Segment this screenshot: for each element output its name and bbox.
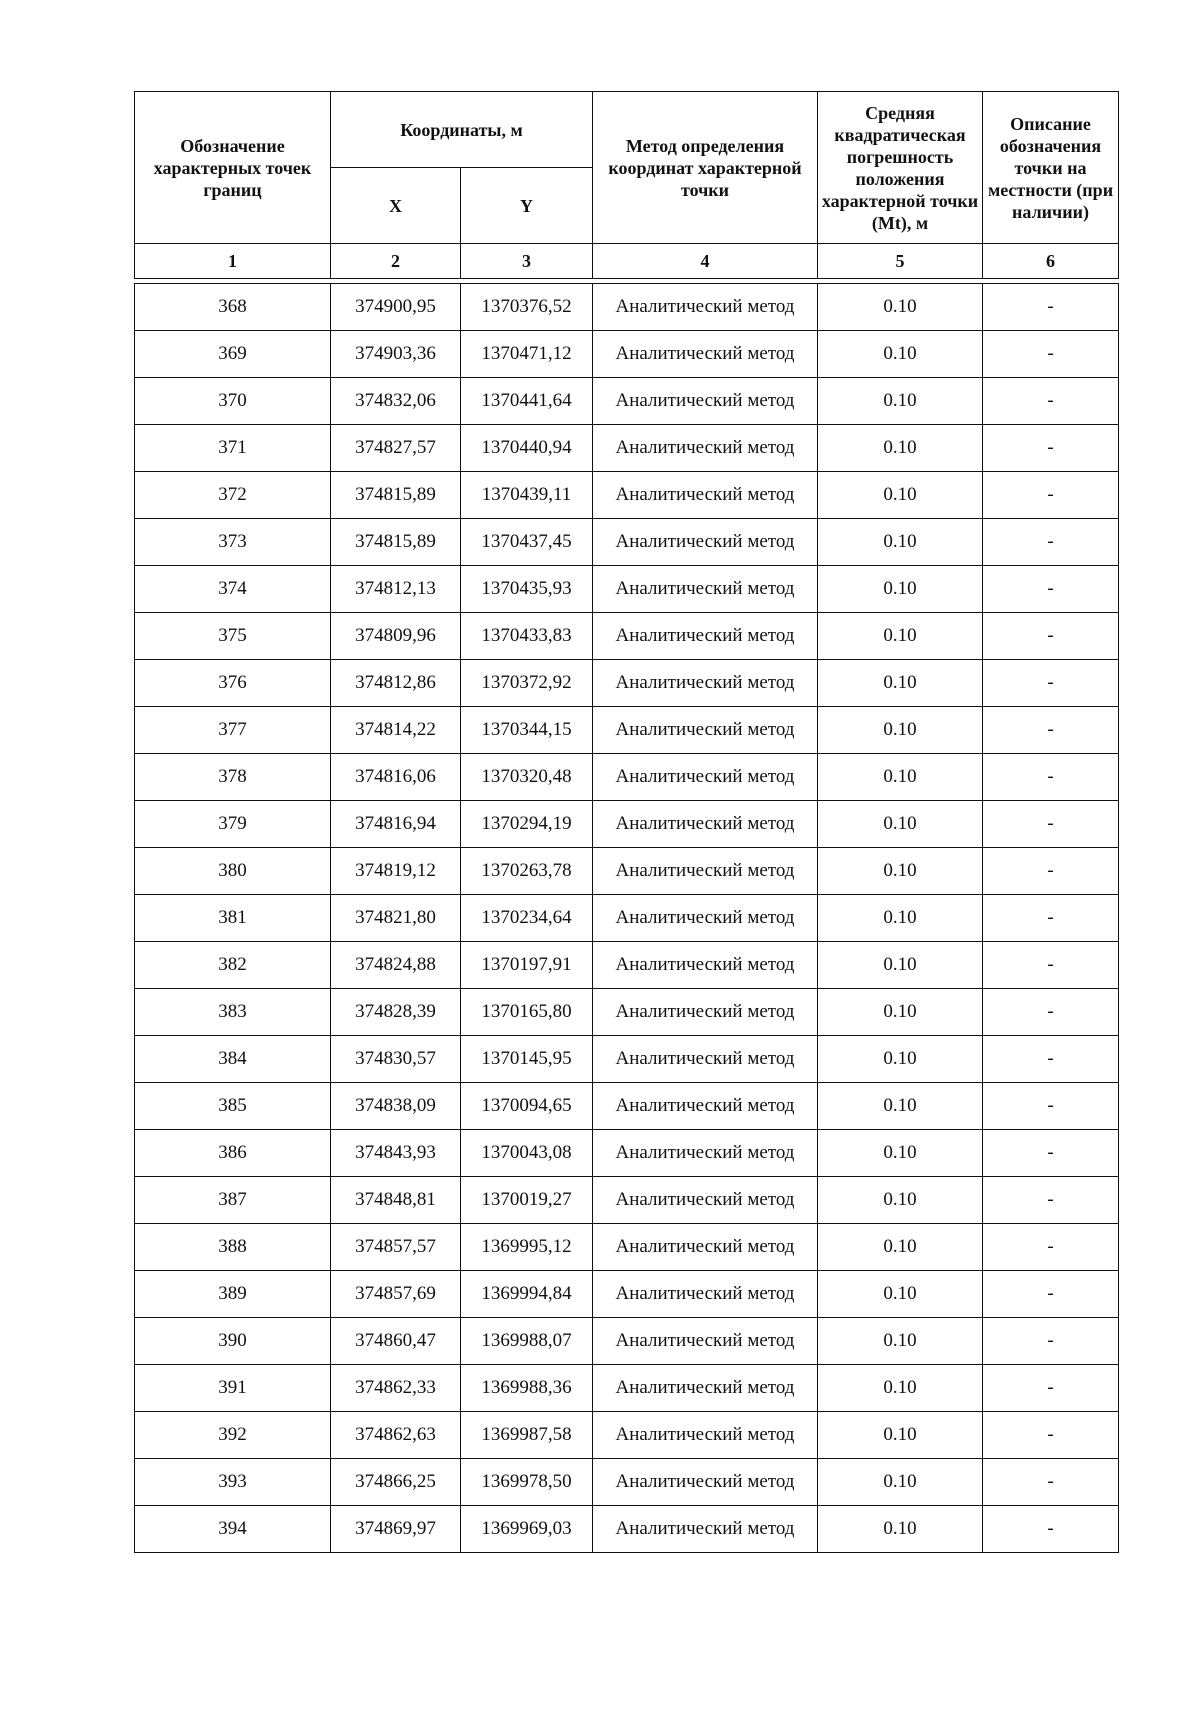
point-designation-cell: 376: [135, 660, 331, 707]
method-cell: Аналитический метод: [593, 754, 818, 801]
description-cell: -: [983, 801, 1119, 848]
error-cell: 0.10: [818, 942, 983, 989]
y-coordinate-cell: 1370435,93: [461, 566, 593, 613]
error-cell: 0.10: [818, 801, 983, 848]
description-cell: -: [983, 1224, 1119, 1271]
table-row: [135, 613, 1119, 660]
column-number: 6: [983, 244, 1119, 279]
method-cell: Аналитический метод: [593, 566, 818, 613]
y-coordinate-cell: 1369988,07: [461, 1318, 593, 1365]
method-cell: Аналитический метод: [593, 1036, 818, 1083]
x-coordinate-cell: 374812,86: [331, 660, 461, 707]
error-cell: 0.10: [818, 1083, 983, 1130]
table-row: [135, 1365, 1119, 1412]
header-method: Метод определения координат характерной точки: [593, 92, 818, 244]
y-coordinate-cell: 1370234,64: [461, 895, 593, 942]
point-designation-cell: 389: [135, 1271, 331, 1318]
table-row: [135, 1224, 1119, 1271]
table-row: [135, 284, 1119, 331]
description-cell: -: [983, 1036, 1119, 1083]
method-cell: Аналитический метод: [593, 378, 818, 425]
error-cell: 0.10: [818, 1318, 983, 1365]
error-cell: 0.10: [818, 895, 983, 942]
coordinates-document: [134, 91, 1118, 1553]
method-cell: Аналитический метод: [593, 1506, 818, 1553]
y-coordinate-cell: 1369987,58: [461, 1412, 593, 1459]
x-coordinate-cell: 374814,22: [331, 707, 461, 754]
y-coordinate-cell: 1370441,64: [461, 378, 593, 425]
method-cell: Аналитический метод: [593, 660, 818, 707]
description-cell: -: [983, 1365, 1119, 1412]
table-row: [135, 989, 1119, 1036]
x-coordinate-cell: 374857,69: [331, 1271, 461, 1318]
description-cell: -: [983, 613, 1119, 660]
point-designation-cell: 375: [135, 613, 331, 660]
description-cell: -: [983, 895, 1119, 942]
column-number: 1: [135, 244, 331, 279]
table-header: [135, 92, 1119, 284]
point-designation-cell: 388: [135, 1224, 331, 1271]
method-cell: Аналитический метод: [593, 1365, 818, 1412]
header-y: Y: [461, 168, 593, 244]
header-description: Описание обозначения точки на местности (при наличии): [983, 92, 1119, 244]
error-cell: 0.10: [818, 707, 983, 754]
point-designation-cell: 382: [135, 942, 331, 989]
y-coordinate-cell: 1370263,78: [461, 848, 593, 895]
error-cell: 0.10: [818, 989, 983, 1036]
column-number-row: [135, 244, 1119, 279]
table-row: [135, 707, 1119, 754]
point-designation-cell: 378: [135, 754, 331, 801]
x-coordinate-cell: 374838,09: [331, 1083, 461, 1130]
y-coordinate-cell: 1369978,50: [461, 1459, 593, 1506]
description-cell: -: [983, 1130, 1119, 1177]
x-coordinate-cell: 374903,36: [331, 331, 461, 378]
error-cell: 0.10: [818, 1130, 983, 1177]
description-cell: -: [983, 1318, 1119, 1365]
error-cell: 0.10: [818, 472, 983, 519]
point-designation-cell: 381: [135, 895, 331, 942]
error-cell: 0.10: [818, 425, 983, 472]
y-coordinate-cell: 1370145,95: [461, 1036, 593, 1083]
method-cell: Аналитический метод: [593, 1318, 818, 1365]
header-coordinates: Координаты, м: [331, 92, 593, 168]
y-coordinate-cell: 1370165,80: [461, 989, 593, 1036]
y-coordinate-cell: 1370320,48: [461, 754, 593, 801]
table-row: [135, 1130, 1119, 1177]
y-coordinate-cell: 1370197,91: [461, 942, 593, 989]
method-cell: Аналитический метод: [593, 284, 818, 331]
table-row: [135, 660, 1119, 707]
method-cell: Аналитический метод: [593, 1224, 818, 1271]
description-cell: -: [983, 1177, 1119, 1224]
description-cell: -: [983, 566, 1119, 613]
point-designation-cell: 373: [135, 519, 331, 566]
description-cell: -: [983, 331, 1119, 378]
x-coordinate-cell: 374816,06: [331, 754, 461, 801]
x-coordinate-cell: 374862,33: [331, 1365, 461, 1412]
method-cell: Аналитический метод: [593, 472, 818, 519]
table-row: [135, 942, 1119, 989]
table-row: [135, 1318, 1119, 1365]
method-cell: Аналитический метод: [593, 707, 818, 754]
table-row: [135, 1412, 1119, 1459]
method-cell: Аналитический метод: [593, 989, 818, 1036]
table-row: [135, 1083, 1119, 1130]
method-cell: Аналитический метод: [593, 1412, 818, 1459]
table-row: [135, 566, 1119, 613]
table-row: [135, 472, 1119, 519]
method-cell: Аналитический метод: [593, 1177, 818, 1224]
table-body: [135, 284, 1119, 1553]
method-cell: Аналитический метод: [593, 1271, 818, 1318]
description-cell: -: [983, 284, 1119, 331]
description-cell: -: [983, 942, 1119, 989]
table-row: [135, 1177, 1119, 1224]
point-designation-cell: 379: [135, 801, 331, 848]
y-coordinate-cell: 1370372,92: [461, 660, 593, 707]
y-coordinate-cell: 1369995,12: [461, 1224, 593, 1271]
point-designation-cell: 380: [135, 848, 331, 895]
description-cell: -: [983, 378, 1119, 425]
description-cell: -: [983, 989, 1119, 1036]
point-designation-cell: 369: [135, 331, 331, 378]
y-coordinate-cell: 1370019,27: [461, 1177, 593, 1224]
method-cell: Аналитический метод: [593, 1083, 818, 1130]
x-coordinate-cell: 374815,89: [331, 519, 461, 566]
point-designation-cell: 385: [135, 1083, 331, 1130]
error-cell: 0.10: [818, 1506, 983, 1553]
method-cell: Аналитический метод: [593, 1130, 818, 1177]
point-designation-cell: 390: [135, 1318, 331, 1365]
table-row: [135, 1459, 1119, 1506]
error-cell: 0.10: [818, 754, 983, 801]
column-number: 4: [593, 244, 818, 279]
y-coordinate-cell: 1370344,15: [461, 707, 593, 754]
y-coordinate-cell: 1369994,84: [461, 1271, 593, 1318]
description-cell: -: [983, 1506, 1119, 1553]
y-coordinate-cell: 1370439,11: [461, 472, 593, 519]
method-cell: Аналитический метод: [593, 895, 818, 942]
error-cell: 0.10: [818, 1412, 983, 1459]
table-row: [135, 754, 1119, 801]
y-coordinate-cell: 1370043,08: [461, 1130, 593, 1177]
method-cell: Аналитический метод: [593, 942, 818, 989]
table-row: [135, 331, 1119, 378]
point-designation-cell: 368: [135, 284, 331, 331]
y-coordinate-cell: 1370471,12: [461, 331, 593, 378]
x-coordinate-cell: 374860,47: [331, 1318, 461, 1365]
point-designation-cell: 392: [135, 1412, 331, 1459]
error-cell: 0.10: [818, 1036, 983, 1083]
description-cell: -: [983, 707, 1119, 754]
description-cell: -: [983, 1271, 1119, 1318]
description-cell: -: [983, 519, 1119, 566]
x-coordinate-cell: 374819,12: [331, 848, 461, 895]
y-coordinate-cell: 1370433,83: [461, 613, 593, 660]
point-designation-cell: 377: [135, 707, 331, 754]
point-designation-cell: 371: [135, 425, 331, 472]
description-cell: -: [983, 425, 1119, 472]
y-coordinate-cell: 1370376,52: [461, 284, 593, 331]
error-cell: 0.10: [818, 1459, 983, 1506]
header-x: X: [331, 168, 461, 244]
coordinates-table: [134, 91, 1119, 1553]
x-coordinate-cell: 374812,13: [331, 566, 461, 613]
x-coordinate-cell: 374827,57: [331, 425, 461, 472]
header-point-designation: Обозначение характерных точек границ: [135, 92, 331, 244]
x-coordinate-cell: 374809,96: [331, 613, 461, 660]
header-error: Средняя квадратическая погрешность положения характерной точки (Mt), м: [818, 92, 983, 244]
x-coordinate-cell: 374832,06: [331, 378, 461, 425]
x-coordinate-cell: 374815,89: [331, 472, 461, 519]
point-designation-cell: 387: [135, 1177, 331, 1224]
method-cell: Аналитический метод: [593, 801, 818, 848]
x-coordinate-cell: 374821,80: [331, 895, 461, 942]
x-coordinate-cell: 374828,39: [331, 989, 461, 1036]
error-cell: 0.10: [818, 660, 983, 707]
table-row: [135, 1506, 1119, 1553]
table-row: [135, 1036, 1119, 1083]
table-row: [135, 425, 1119, 472]
x-coordinate-cell: 374830,57: [331, 1036, 461, 1083]
error-cell: 0.10: [818, 519, 983, 566]
table-row: [135, 519, 1119, 566]
method-cell: Аналитический метод: [593, 848, 818, 895]
x-coordinate-cell: 374869,97: [331, 1506, 461, 1553]
error-cell: 0.10: [818, 613, 983, 660]
point-designation-cell: 370: [135, 378, 331, 425]
error-cell: 0.10: [818, 1177, 983, 1224]
point-designation-cell: 386: [135, 1130, 331, 1177]
error-cell: 0.10: [818, 331, 983, 378]
error-cell: 0.10: [818, 378, 983, 425]
y-coordinate-cell: 1370294,19: [461, 801, 593, 848]
x-coordinate-cell: 374900,95: [331, 284, 461, 331]
x-coordinate-cell: 374824,88: [331, 942, 461, 989]
error-cell: 0.10: [818, 848, 983, 895]
x-coordinate-cell: 374848,81: [331, 1177, 461, 1224]
description-cell: -: [983, 1412, 1119, 1459]
table-row: [135, 895, 1119, 942]
x-coordinate-cell: 374843,93: [331, 1130, 461, 1177]
point-designation-cell: 391: [135, 1365, 331, 1412]
point-designation-cell: 374: [135, 566, 331, 613]
description-cell: -: [983, 754, 1119, 801]
y-coordinate-cell: 1369988,36: [461, 1365, 593, 1412]
error-cell: 0.10: [818, 566, 983, 613]
table-row: [135, 1271, 1119, 1318]
description-cell: -: [983, 1459, 1119, 1506]
method-cell: Аналитический метод: [593, 425, 818, 472]
error-cell: 0.10: [818, 284, 983, 331]
point-designation-cell: 384: [135, 1036, 331, 1083]
y-coordinate-cell: 1370094,65: [461, 1083, 593, 1130]
error-cell: 0.10: [818, 1365, 983, 1412]
method-cell: Аналитический метод: [593, 1459, 818, 1506]
table-row: [135, 848, 1119, 895]
y-coordinate-cell: 1370437,45: [461, 519, 593, 566]
method-cell: Аналитический метод: [593, 613, 818, 660]
point-designation-cell: 394: [135, 1506, 331, 1553]
x-coordinate-cell: 374857,57: [331, 1224, 461, 1271]
error-cell: 0.10: [818, 1271, 983, 1318]
method-cell: Аналитический метод: [593, 519, 818, 566]
description-cell: -: [983, 472, 1119, 519]
point-designation-cell: 372: [135, 472, 331, 519]
point-designation-cell: 393: [135, 1459, 331, 1506]
x-coordinate-cell: 374862,63: [331, 1412, 461, 1459]
column-number: 5: [818, 244, 983, 279]
method-cell: Аналитический метод: [593, 331, 818, 378]
column-number: 3: [461, 244, 593, 279]
x-coordinate-cell: 374816,94: [331, 801, 461, 848]
table-row: [135, 378, 1119, 425]
y-coordinate-cell: 1369969,03: [461, 1506, 593, 1553]
description-cell: -: [983, 1083, 1119, 1130]
x-coordinate-cell: 374866,25: [331, 1459, 461, 1506]
description-cell: -: [983, 848, 1119, 895]
table-row: [135, 801, 1119, 848]
error-cell: 0.10: [818, 1224, 983, 1271]
y-coordinate-cell: 1370440,94: [461, 425, 593, 472]
description-cell: -: [983, 660, 1119, 707]
point-designation-cell: 383: [135, 989, 331, 1036]
column-number: 2: [331, 244, 461, 279]
